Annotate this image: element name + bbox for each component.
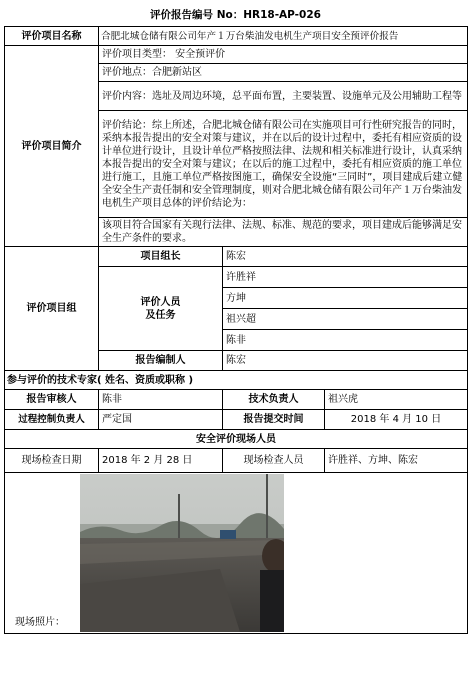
members-label [99,267,223,351]
site-date-label: 现场检查日期 [5,449,99,473]
project-final-conclusion: 该项目符合国家有关现行法律、法规、标准、规范的要求，项目建成后能够满足安全生产条件的要求。 [99,218,468,247]
submit-label: 报告提交时间 [223,410,325,430]
process-label: 过程控制负责人 [5,410,99,430]
report-number-value: HR18-AP-026 [243,9,321,21]
member-name: 祖兴超 [223,309,468,330]
site-inspectors-label: 现场检查人员 [223,449,325,473]
submit-date: 2018 年 4 月 10 日 [325,410,468,430]
tech-lead-name: 祖兴虎 [325,390,468,410]
reviewer-name: 陈非 [99,390,223,410]
site-photo-wrap [5,473,467,633]
site-photo-cell [5,473,468,634]
members-label-line1: 评价人员 [140,296,181,308]
process-row [5,410,468,430]
experts-section-row [5,371,468,390]
site-photo-row [5,473,468,634]
project-name-label: 评价项目名称 [5,27,99,46]
member-name: 许胜祥 [223,267,468,288]
photo-vehicle [220,530,236,539]
site-section-label: 安全评价现场人员 [5,430,468,449]
leader-row [5,247,468,267]
process-name: 严定国 [99,410,223,430]
site-photo-label: 现场照片： [15,617,65,628]
photo-pole [178,494,180,539]
report-page [4,4,467,634]
photo-person-body [260,570,284,632]
member-name: 陈非 [223,330,468,351]
site-section-row [5,430,468,449]
experts-section-label: 参与评价的技术专家( 姓名、资质或职称 ) [5,371,468,390]
project-name-value: 合肥北城仓储有限公司年产１万台柴油发电机生产项目安全预评价报告 [99,27,468,46]
reviewer-row [5,390,468,410]
report-title [4,4,467,26]
site-check-row [5,449,468,473]
project-summary-row [5,46,468,64]
leader-name: 陈宏 [223,247,468,267]
member-name: 方坤 [223,288,468,309]
project-location: 评价地点：合肥新站区 [99,64,468,82]
report-info-table [4,26,468,634]
site-inspectors-value: 许胜祥、方坤、陈宏 [325,449,468,473]
group-label: 评价项目组 [5,247,99,371]
report-number-label: 评价报告编号 [150,9,214,21]
project-name-row [5,27,468,46]
leader-label: 项目组长 [99,247,223,267]
project-conclusion: 评价结论：综上所述，合肥北城仓储有限公司在实施项目可行性研究报告的同时，采纳本报告提出的安全对策与建议，并在以后的设计过程中，委托有相应资质的设计单位进行设计，且设计单位严格按照法律、法规和相关标准进行设计，认真采纳本报告提出的安全对策与建议；在以后的施工过程中，委托有相应资质的施工单位进行施工，且施工单位严格按图施工，确保安全设施“三同时”，项目建成后建立健全安全生产责任制和安全管理制度，则对合肥北城仓储有限公司年产１万台柴油发电机生产项目总体的评价结论为： [99,111,468,218]
report-number-prefix: No： [216,9,244,21]
reviewer-label: 报告审核人 [5,390,99,410]
members-label-line2: 及任务 [145,309,176,321]
photo-pole [266,474,268,540]
project-content: 评价内容：选址及周边环境，总平面布置，主要装置、设施单元及公用辅助工程等 [99,82,468,111]
project-summary-label: 评价项目简介 [5,46,99,247]
compiler-name: 陈宏 [223,351,468,371]
compiler-label: 报告编制人 [99,351,223,371]
site-photo [80,474,284,632]
project-type: 评价项目类型： 安全预评价 [99,46,468,64]
tech-lead-label: 技术负责人 [223,390,325,410]
site-date-value: 2018 年 2 月 28 日 [99,449,223,473]
